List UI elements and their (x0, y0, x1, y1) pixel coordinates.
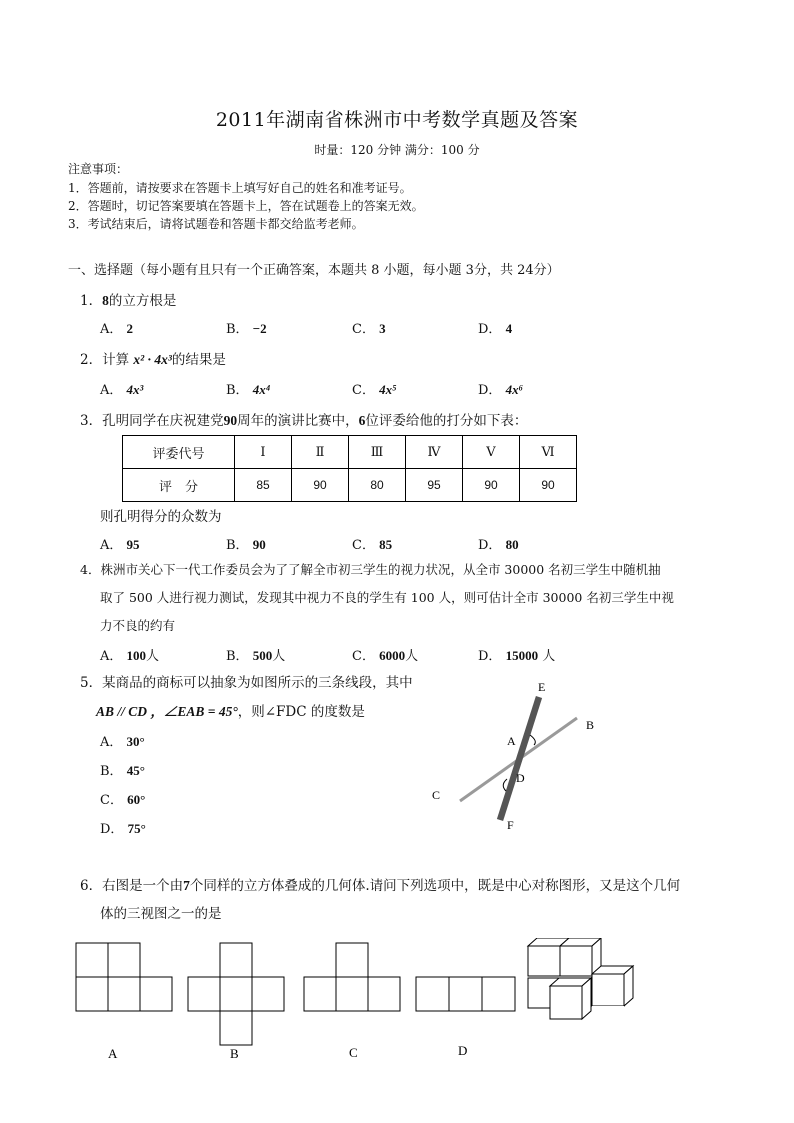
question-5: 5．某商品的商标可以抽象为如图所示的三条线段，其中 (80, 675, 413, 691)
label-f: F (507, 818, 514, 832)
table-cell: Ⅵ (520, 436, 577, 469)
option-c: C． 60° (100, 792, 146, 808)
option-a: A． 2 (100, 321, 134, 337)
angle-mark-a (530, 735, 535, 745)
segment-ef (500, 697, 539, 820)
option-a: A． 100人 (100, 648, 160, 664)
table-cell: Ⅱ (292, 436, 349, 469)
option-a: A． 4x³ (100, 382, 144, 398)
q5-line-figure (420, 675, 620, 840)
label-a: A (507, 734, 516, 748)
option-c: C． 4x⁵ (352, 382, 397, 398)
label-c: C (432, 788, 441, 802)
label-b: B (586, 718, 595, 732)
note-item: 1．答题前，请按要求在答题卡上填写好自己的姓名和准考证号。 (68, 181, 412, 195)
math-expression: x² · 4x³ (133, 352, 172, 367)
table-row (123, 436, 577, 469)
figure-d (416, 977, 515, 1011)
question-text: AB // CD ，∠EAB = 45°，则∠FDC 的度数是 (96, 704, 365, 720)
figure-label-d: D (458, 1043, 468, 1058)
table-cell: 80 (349, 469, 406, 502)
question-4: 4．株洲市关心下一代工作委员会为了了解全市初三学生的视力状况，从全市 30000 名初三学生中随机抽 (80, 562, 661, 577)
label-e: E (538, 680, 546, 694)
table-cell: 90 (463, 469, 520, 502)
note-item: 3．考试结束后，请将试题卷和答题卡都交给监考老师。 (68, 217, 364, 231)
option-d: D． 4x⁶ (478, 382, 524, 398)
option-b: B． −2 (226, 321, 267, 337)
cube-solid-figure (528, 938, 633, 1019)
question-1 (80, 289, 176, 309)
option-d: D． 15000 人 (478, 648, 556, 664)
question-text: 的立方根是 (108, 293, 177, 309)
option-d: D． 4 (478, 321, 513, 337)
question-6: 6．右图是一个由7个同样的立方体叠成的几何体.请问下列选项中，既是中心对称图形，又是这个几何 (80, 878, 681, 894)
option-a: A． 30° (100, 734, 145, 750)
figure-b (188, 943, 284, 1045)
question-text: 则孔明得分的众数为 (100, 509, 222, 525)
figure-a (76, 943, 172, 1011)
option-b: B． 45° (100, 763, 145, 779)
figure-c (304, 943, 400, 1011)
table-cell: Ⅴ (463, 436, 520, 469)
option-d: D． 75° (100, 821, 146, 837)
option-b: B． 90 (226, 537, 266, 553)
question-text: 力不良的约有 (100, 618, 176, 633)
notes-heading: 注意事项： (68, 162, 129, 176)
option-c: C． 85 (352, 537, 393, 553)
judges-score-table (122, 435, 577, 502)
question-number: 1． (80, 293, 103, 309)
table-cell: 90 (520, 469, 577, 502)
question-3: 3．孔明同学在庆祝建党90周年的演讲比赛中，6位评委给他的打分如下表： (80, 413, 528, 429)
page-title: 2011年湖南省株洲市中考数学真题及答案 (215, 109, 579, 131)
table-cell: Ⅲ (349, 436, 406, 469)
table-cell: 90 (292, 469, 349, 502)
table-header-cell: 评 分 (123, 469, 235, 502)
table-cell: Ⅳ (406, 436, 463, 469)
table-cell: Ⅰ (235, 436, 292, 469)
note-item: 2．答题时，切记答案要填在答题卡上，答在试题卷上的答案无效。 (68, 199, 424, 213)
figure-label-b: B (230, 1046, 239, 1061)
table-cell: 85 (235, 469, 292, 502)
option-b: B． 4x⁴ (226, 382, 271, 398)
option-a: A． 95 (100, 537, 140, 553)
question-text: 取了 500 人进行视力测试，发现其中视力不良的学生有 100 人，则可估计全市 30000 名初三学生中视 (100, 590, 674, 605)
table-header-cell: 评委代号 (123, 436, 235, 469)
table-cell: 95 (406, 469, 463, 502)
option-c: C． 6000人 (352, 648, 419, 664)
q6-option-figures (70, 938, 650, 1068)
label-d: D (516, 771, 525, 785)
bold-number: 8 (102, 293, 109, 308)
question-2: 2．计算 x² · 4x³的结果是 (80, 352, 226, 368)
option-d: D． 80 (478, 537, 519, 553)
figure-label-a: A (108, 1046, 118, 1061)
table-row (123, 469, 577, 502)
section-heading: 一、选择题（每小题有且只有一个正确答案，本题共 8 小题，每小题 3分，共 24分） (68, 263, 560, 278)
question-text: 体的三视图之一的是 (100, 906, 222, 922)
exam-time-score: 时量：120 分钟 满分：100 分 (314, 143, 480, 157)
option-b: B． 500人 (226, 648, 286, 664)
option-c: C． 3 (352, 321, 386, 337)
figure-label-c: C (349, 1045, 358, 1060)
